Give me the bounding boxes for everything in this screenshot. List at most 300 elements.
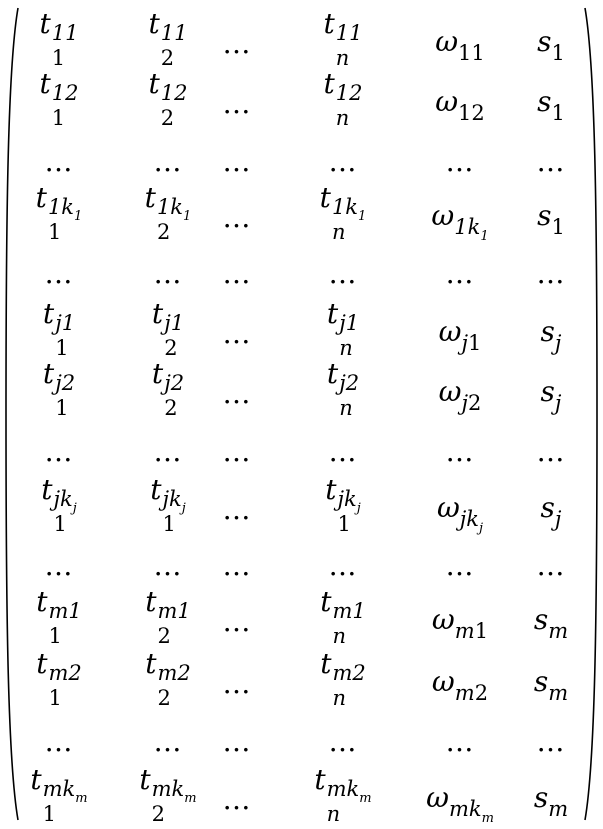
script-box [336,23,363,69]
omega-subscript-rest: 2 [474,681,489,705]
ellipsis: … [222,317,252,350]
subscript: n [332,686,347,711]
ellipsis: … [222,27,252,60]
subscript: 2 [160,46,175,71]
omega-subscript-tiny: m [481,811,494,826]
t-symbol: t [42,357,55,390]
omega-entry [414,603,506,643]
ellipsis: … [153,725,183,758]
omega-subscript-rest: 1 [474,619,489,643]
t-entry [297,357,389,421]
t-symbol: t [39,7,51,40]
t-entry [297,181,389,245]
s-symbol: s [533,603,549,636]
s-entry [516,603,586,643]
omega-entry [414,375,506,415]
s-entry [516,25,586,65]
dots-cell [297,549,389,582]
subscript: n [332,624,347,649]
dots-cell [13,145,105,178]
dots-cell [202,201,272,234]
superscript: j2 [339,371,360,396]
t-entry [297,647,389,711]
dots-cell [202,783,272,816]
script-box [48,197,82,243]
dots-cell [202,493,272,526]
omega-entry [414,199,506,244]
omega-subscript-rest: 1 [467,331,482,355]
s-entry [516,491,586,531]
t-entry [13,585,105,649]
ellipsis: … [328,549,358,582]
dots-cell [297,257,389,290]
omega-subscript [454,215,489,244]
subscript: n [339,336,353,361]
superscript-main: 1k [331,195,359,220]
omega-entry [414,85,506,125]
ellipsis: … [222,493,252,526]
s-subscript: j [554,391,562,415]
ellipsis: … [445,549,475,582]
superscript: 12 [335,81,363,106]
subscript: 1 [51,46,66,71]
superscript: j1 [339,311,360,336]
superscript-tiny: j [181,501,186,517]
omega-subscript [455,619,488,643]
t-symbol: t [148,7,160,40]
subscript: 2 [156,220,171,245]
superscript: j1 [164,311,185,336]
script-box [161,83,188,129]
t-entry [297,297,389,361]
ellipsis: … [44,145,74,178]
superscript: m1 [157,599,191,624]
t-symbol: t [42,297,55,330]
t-symbol: t [320,585,332,618]
script-box [337,489,360,535]
t-symbol: t [150,473,162,506]
omega-subscript-rest: 2 [467,391,482,415]
ellipsis: … [44,725,74,758]
dots-cell [202,667,272,700]
t-entry [13,181,105,245]
t-symbol: t [151,297,164,330]
script-box [55,373,75,419]
t-symbol: t [320,647,332,680]
dots-cell [202,257,272,290]
omega-symbol: ω [431,603,455,636]
ellipsis: … [153,257,183,290]
superscript: j2 [55,371,76,396]
superscript [156,195,192,225]
omega-symbol: ω [435,85,459,118]
omega-subscript-tiny: j [479,521,484,536]
dots-cell [414,549,506,582]
omega-symbol: ω [435,25,459,58]
t-symbol: t [326,297,339,330]
superscript: 11 [160,21,188,46]
subscript: 1 [162,512,176,537]
s-symbol: s [533,781,549,814]
t-entry [13,67,105,131]
s-entry [516,199,586,239]
superscript [326,777,372,807]
ellipsis: … [153,549,183,582]
t-symbol: t [30,763,42,796]
ellipsis: … [445,725,475,758]
ellipsis: … [536,145,566,178]
s-subscript: m [548,681,569,705]
omega-symbol: ω [438,315,462,348]
ellipsis: … [222,257,252,290]
s-entry [516,85,586,125]
subscript: 2 [157,624,171,649]
script-box [161,23,188,69]
ellipsis: … [222,145,252,178]
t-entry [13,647,105,711]
ellipsis: … [222,87,252,120]
ellipsis: … [445,435,475,468]
dots-cell [414,257,506,290]
ellipsis: … [536,549,566,582]
script-box [48,663,81,709]
dots-cell [202,435,272,468]
t-entry [122,763,214,827]
omega-subscript [461,331,481,355]
dots-cell [516,435,586,468]
right-parenthesis [581,6,599,822]
superscript-main: jk [162,487,182,512]
dots-cell [122,145,214,178]
superscript-main: mk [151,777,185,802]
superscript: j1 [55,311,76,336]
omega-symbol: ω [436,491,460,524]
superscript-tiny: m [184,791,197,807]
subscript: 1 [48,686,62,711]
omega-subscript-main: jk [459,507,480,531]
dots-cell [202,725,272,758]
script-box [339,313,359,359]
script-box [157,663,190,709]
s-symbol: s [537,25,552,58]
omega-subscript [459,507,484,536]
superscript [47,195,83,225]
superscript-main: jk [337,487,357,512]
t-entry [297,473,389,537]
subscript: 1 [337,512,351,537]
t-entry [122,647,214,711]
superscript: m2 [48,661,82,686]
superscript-tiny: 1 [74,209,83,225]
superscript [151,777,197,807]
dots-cell [202,549,272,582]
s-subscript: m [548,619,569,643]
subscript: 2 [160,106,175,131]
s-subscript: j [554,507,562,531]
omega-symbol: ω [438,375,462,408]
t-symbol: t [323,7,335,40]
ellipsis: … [44,435,74,468]
dots-cell [202,145,272,178]
ellipsis: … [328,145,358,178]
dots-cell [297,145,389,178]
superscript: m1 [48,599,82,624]
t-entry [13,357,105,421]
subscript: 2 [157,686,171,711]
script-box [53,489,76,535]
t-entry [122,67,214,131]
superscript: 11 [335,21,363,46]
omega-entry [414,781,506,826]
script-box [157,601,190,647]
superscript-main: mk [42,777,76,802]
script-box [332,663,365,709]
omega-subscript-rest: 2 [471,101,485,125]
subscript: 1 [47,220,62,245]
superscript [337,487,361,517]
dots-cell [516,549,586,582]
script-box [52,23,79,69]
omega-subscript-letter: m [454,619,475,643]
script-box [339,373,359,419]
t-entry [13,473,105,537]
s-subscript: 1 [551,215,565,239]
omega-subscript [461,391,481,415]
t-entry [13,297,105,361]
s-symbol: s [537,85,552,118]
omega-symbol: ω [426,781,449,814]
subscript: n [331,220,346,245]
omega-entry [414,491,506,536]
ellipsis: … [222,435,252,468]
ellipsis: … [222,377,252,410]
subscript: 1 [48,624,62,649]
omega-subscript-letter: 1 [458,41,472,65]
superscript-tiny: 1 [358,209,367,225]
script-box [48,601,81,647]
s-symbol: s [537,199,552,232]
omega-entry [414,665,506,705]
s-entry [516,665,586,705]
dots-cell [202,27,272,60]
subscript: n [335,106,350,131]
ellipsis: … [328,435,358,468]
subscript: 1 [53,512,67,537]
ellipsis: … [153,435,183,468]
omega-subscript-letter: j [461,331,468,355]
dots-cell [202,605,272,638]
t-entry [297,585,389,649]
t-symbol: t [35,181,47,214]
superscript: m2 [157,661,191,686]
ellipsis: … [222,667,252,700]
omega-subscript-rest: 1 [471,41,485,65]
script-box [43,779,88,825]
omega-subscript-letter: 1 [458,101,472,125]
superscript-tiny: m [75,791,88,807]
t-entry [297,7,389,71]
s-entry [516,315,586,355]
superscript-main: 1k [47,195,75,220]
s-entry [516,375,586,415]
superscript: 12 [51,81,79,106]
t-entry [122,473,214,537]
dots-cell [122,725,214,758]
t-entry [13,763,105,827]
omega-subscript-tiny: 1 [480,229,489,244]
superscript: 11 [51,21,79,46]
ellipsis: … [222,201,252,234]
t-symbol: t [326,357,339,390]
t-entry [297,67,389,131]
omega-subscript [455,681,488,705]
subscript: 2 [164,336,178,361]
subscript: 2 [164,396,178,421]
dots-cell [13,725,105,758]
subscript: 1 [51,106,66,131]
omega-subscript-letter: m [454,681,475,705]
t-symbol: t [319,181,331,214]
omega-entry [414,315,506,355]
dots-cell [516,725,586,758]
script-box [336,83,363,129]
omega-subscript-letter: j [461,391,468,415]
ellipsis: … [222,783,252,816]
ellipsis: … [44,257,74,290]
ellipsis: … [536,435,566,468]
ellipsis: … [536,725,566,758]
omega-subscript-main: mk [448,797,482,821]
s-subscript: 1 [551,101,565,125]
s-subscript: m [548,797,569,821]
t-symbol: t [36,647,48,680]
t-entry [122,181,214,245]
ellipsis: … [445,257,475,290]
ellipsis: … [222,725,252,758]
s-symbol: s [540,375,555,408]
dots-cell [202,317,272,350]
subscript: n [335,46,350,71]
dots-cell [516,145,586,178]
omega-subscript [458,41,485,65]
ellipsis: … [328,725,358,758]
s-symbol: s [540,491,555,524]
script-box [162,489,185,535]
omega-symbol: ω [431,199,455,232]
ellipsis: … [44,549,74,582]
superscript: 12 [160,81,188,106]
superscript [42,777,88,807]
omega-subscript [448,797,494,826]
dots-cell [414,435,506,468]
ellipsis: … [328,257,358,290]
omega-subscript [458,101,485,125]
t-entry [122,357,214,421]
s-subscript: 1 [551,41,565,65]
subscript: 1 [55,336,69,361]
dots-cell [122,435,214,468]
t-symbol: t [41,473,53,506]
s-entry [516,781,586,821]
omega-subscript-main: 1k [454,215,481,239]
script-box [164,313,184,359]
superscript: m2 [332,661,366,686]
script-box [164,373,184,419]
ellipsis: … [222,549,252,582]
dots-cell [414,725,506,758]
dots-cell [13,257,105,290]
superscript-tiny: j [72,501,77,517]
subscript: n [326,802,341,827]
superscript: m1 [332,599,366,624]
t-entry [122,585,214,649]
script-box [332,601,365,647]
superscript [162,487,186,517]
t-symbol: t [323,67,335,100]
t-symbol: t [145,647,157,680]
dots-cell [13,435,105,468]
dots-cell [414,145,506,178]
omega-entry [414,25,506,65]
dots-cell [516,257,586,290]
s-subscript: j [554,331,562,355]
dots-cell [122,257,214,290]
ellipsis: … [153,145,183,178]
subscript: 2 [151,802,166,827]
subscript: 1 [42,802,57,827]
ellipsis: … [222,605,252,638]
superscript-tiny: m [359,791,372,807]
script-box [327,779,372,825]
script-box [332,197,366,243]
t-symbol: t [39,67,51,100]
t-entry [297,763,389,827]
t-symbol: t [148,67,160,100]
t-symbol: t [144,181,156,214]
dots-cell [13,549,105,582]
superscript-main: 1k [156,195,184,220]
t-symbol: t [139,763,151,796]
t-symbol: t [314,763,326,796]
script-box [152,779,197,825]
superscript-tiny: 1 [183,209,192,225]
ellipsis: … [536,257,566,290]
omega-symbol: ω [431,665,455,698]
t-entry [122,297,214,361]
subscript: 1 [55,396,69,421]
script-box [55,313,75,359]
t-symbol: t [325,473,337,506]
t-entry [122,7,214,71]
superscript [331,195,367,225]
s-symbol: s [540,315,555,348]
t-symbol: t [145,585,157,618]
superscript [53,487,77,517]
script-box [52,83,79,129]
superscript-tiny: j [356,501,361,517]
script-box [157,197,191,243]
t-entry [13,7,105,71]
dots-cell [122,549,214,582]
superscript-main: mk [326,777,360,802]
dots-cell [202,377,272,410]
superscript-main: jk [53,487,73,512]
s-symbol: s [533,665,549,698]
dots-cell [297,435,389,468]
superscript: j2 [164,371,185,396]
dots-cell [202,87,272,120]
ellipsis: … [445,145,475,178]
